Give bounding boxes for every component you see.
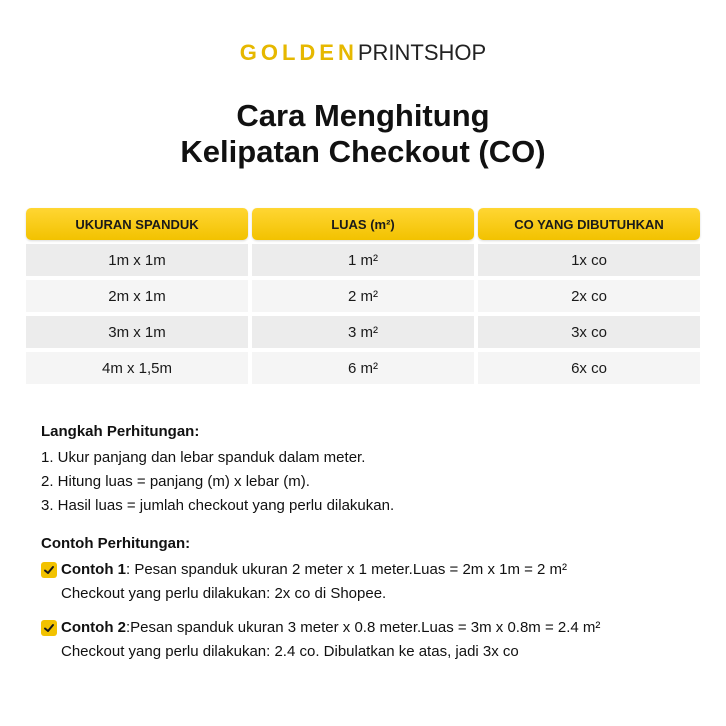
example-text: :Pesan spanduk ukuran 3 meter x 0.8 meter.Luas = 3m x 0.8m = 2.4 m² — [126, 619, 601, 636]
checkmark-icon — [41, 620, 57, 636]
page-title — [0, 98, 726, 170]
cell-size: 2m x 1m — [26, 280, 248, 312]
cell-size: 1m x 1m — [26, 244, 248, 276]
title-line-2: Kelipatan Checkout (CO) — [180, 134, 546, 169]
step-item: 2. Hitung luas = panjang (m) x lebar (m). — [41, 473, 310, 490]
cell-area: 2 m² — [252, 280, 474, 312]
header-luas: LUAS (m²) — [252, 208, 474, 240]
table-row — [26, 280, 700, 312]
example-line-2: Checkout yang perlu dilakukan: 2x co di Shopee. — [61, 585, 387, 602]
cell-area: 1 m² — [252, 244, 474, 276]
title-line-1: Cara Menghitung — [236, 98, 490, 133]
examples-heading: Contoh Perhitungan: — [41, 535, 191, 552]
size-table — [26, 208, 700, 388]
steps-heading: Langkah Perhitungan: — [41, 423, 200, 440]
cell-co: 2x co — [478, 280, 700, 312]
examples-section — [41, 532, 701, 674]
example-label: Contoh 2 — [61, 619, 126, 636]
example-line-1 — [61, 616, 701, 640]
step-item: 3. Hasil luas = jumlah checkout yang perlu dilakukan. — [41, 497, 395, 514]
example-item — [41, 558, 701, 606]
cell-co: 6x co — [478, 352, 700, 384]
table-row — [26, 316, 700, 348]
brand-golden: GOLDEN — [239, 40, 358, 65]
example-label: Contoh 1 — [61, 561, 126, 578]
example-line-1 — [61, 558, 701, 582]
cell-co: 3x co — [478, 316, 700, 348]
table-row — [26, 352, 700, 384]
table-row — [26, 244, 700, 276]
brand-printshop: PRINTSHOP — [357, 40, 487, 65]
table-header-row — [26, 208, 700, 240]
brand-logo — [0, 40, 726, 66]
cell-co: 1x co — [478, 244, 700, 276]
example-item — [41, 616, 701, 664]
steps-section — [41, 420, 701, 518]
cell-area: 6 m² — [252, 352, 474, 384]
header-ukuran: UKURAN SPANDUK — [26, 208, 248, 240]
cell-size: 4m x 1,5m — [26, 352, 248, 384]
cell-size: 3m x 1m — [26, 316, 248, 348]
checkmark-icon — [41, 562, 57, 578]
cell-area: 3 m² — [252, 316, 474, 348]
example-text: : Pesan spanduk ukuran 2 meter x 1 meter.Luas = 2m x 1m = 2 m² — [126, 561, 568, 578]
header-co: CO YANG DIBUTUHKAN — [478, 208, 700, 240]
example-line-2: Checkout yang perlu dilakukan: 2.4 co. Dibulatkan ke atas, jadi 3x co — [61, 643, 519, 660]
step-item: 1. Ukur panjang dan lebar spanduk dalam meter. — [41, 449, 366, 466]
